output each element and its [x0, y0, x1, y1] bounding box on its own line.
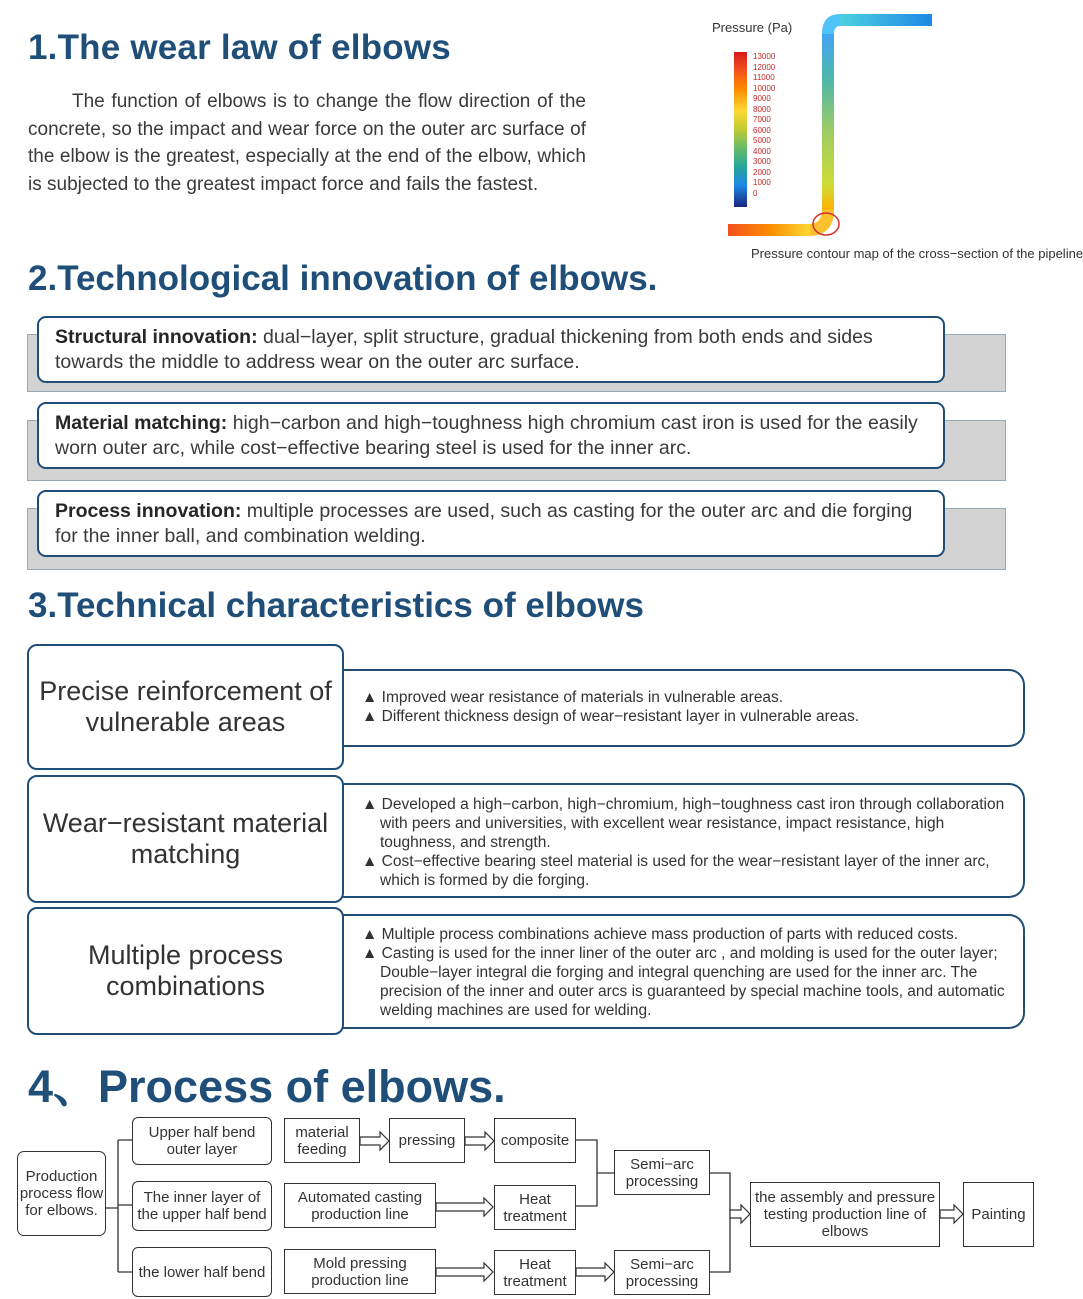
- innovation-body: multiple processes are used, such as casting for the outer arc and die forging for the inner ball, and combination welding.: [55, 500, 913, 547]
- colorbar-tick: 1000: [753, 178, 771, 187]
- characteristic-title: Wear−resistant material matching: [27, 775, 344, 903]
- painting-box: Painting: [963, 1182, 1034, 1247]
- colorbar-tick: 7000: [753, 115, 771, 124]
- colorbar-tick: 13000: [753, 52, 776, 61]
- colorbar-tick: 8000: [753, 104, 771, 114]
- characteristic-point: ▲ Multiple process combinations achieve mass production of parts with reduced costs.: [362, 926, 959, 943]
- section-4-title: 4、Process of elbows.: [28, 1061, 506, 1112]
- characteristic-title: Multiple process combinations: [27, 907, 344, 1035]
- lower-half-bend-box: the lower half bend: [132, 1247, 272, 1297]
- colorbar-tick: 12000: [753, 62, 776, 72]
- colorbar-tick: 11000: [753, 73, 775, 82]
- heat-treatment-box-2: Heat treatment: [494, 1250, 576, 1295]
- section-3-title: 3.Technical characteristics of elbows: [28, 586, 644, 625]
- figure-caption: Pressure contour map of the cross−section of the pipeline: [751, 246, 1083, 261]
- colorbar-title: Pressure (Pa): [712, 20, 793, 35]
- characteristic-point: ▲ Developed a high−carbon, high−chromium, high−toughness cast iron through collaboration with peers and universities, with excellent wear resistance, impact resistance, high toughness, and strength.: [362, 796, 1005, 851]
- innovation-label: Material matching:: [55, 412, 228, 434]
- automated-casting-box: Automated casting production line: [284, 1183, 436, 1228]
- mold-pressing-box: Mold pressing production line: [284, 1249, 436, 1294]
- composite-box: composite: [494, 1118, 576, 1163]
- characteristic-point: ▲ Different thickness design of wear−resistant layer in vulnerable areas.: [362, 708, 860, 725]
- process-start-box: Production process flow for elbows.: [17, 1151, 106, 1236]
- colorbar-tick: 9000: [753, 94, 771, 103]
- characteristic-point: ▲ Improved wear resistance of materials in vulnerable areas.: [362, 689, 784, 706]
- colorbar-tick: 10000: [753, 83, 776, 93]
- characteristic-point: ▲ Cost−effective bearing steel material is used for the wear−resistant layer of the inner arc, which is formed by die forging.: [362, 853, 990, 889]
- colorbar-tick: 5000: [753, 136, 771, 145]
- colorbar-tick: 4000: [753, 146, 771, 156]
- section-1-title: 1.The wear law of elbows: [28, 28, 451, 67]
- assembly-testing-box: the assembly and pressure testing production line of elbows: [750, 1182, 940, 1247]
- semi-arc-processing-box-1: Semi−arc processing: [614, 1150, 710, 1195]
- semi-arc-processing-box-2: Semi−arc processing: [614, 1250, 710, 1295]
- section-2-title: 2.Technological innovation of elbows.: [28, 259, 658, 298]
- colorbar-tick: 2000: [753, 167, 771, 177]
- upper-outer-layer-box: Upper half bend outer layer: [132, 1117, 272, 1165]
- pressing-box: pressing: [389, 1118, 465, 1163]
- wear-law-paragraph: The function of elbows is to change the flow direction of the concrete, so the impact and wear force on the outer arc surface of the elbow is the greatest, especially at the end of the elbow, which is subjected to the greatest impact force and fails the fastest.: [28, 91, 586, 195]
- innovation-body: dual−layer, split structure, gradual thickening from both ends and sides towards the middle to address wear on the outer arc surface.: [55, 326, 873, 373]
- innovation-body: high−carbon and high−toughness high chromium cast iron is used for the easily worn outer arc, while cost−effective bearing steel is used for the inner arc.: [55, 412, 918, 459]
- characteristic-point: ▲ Casting is used for the inner liner of the outer arc , and molding is used for the outer layer; Double−layer integral die forging and integral quenching are used for the inner arc. The precision of the inner and outer arcs is guaranteed by special machine tools, and automatic welding machines are used for welding.: [362, 945, 1005, 1019]
- upper-inner-layer-box: The inner layer of the upper half bend: [132, 1181, 272, 1231]
- colorbar-tick: 6000: [753, 125, 771, 135]
- characteristic-title: Precise reinforcement of vulnerable areas: [27, 644, 344, 770]
- innovation-label: Process innovation:: [55, 500, 242, 522]
- colorbar-tick: 0: [753, 188, 758, 198]
- innovation-label: Structural innovation:: [55, 326, 258, 348]
- colorbar-tick: 3000: [753, 157, 771, 166]
- heat-treatment-box-1: Heat treatment: [494, 1185, 576, 1230]
- material-feeding-box: material feeding: [284, 1118, 360, 1163]
